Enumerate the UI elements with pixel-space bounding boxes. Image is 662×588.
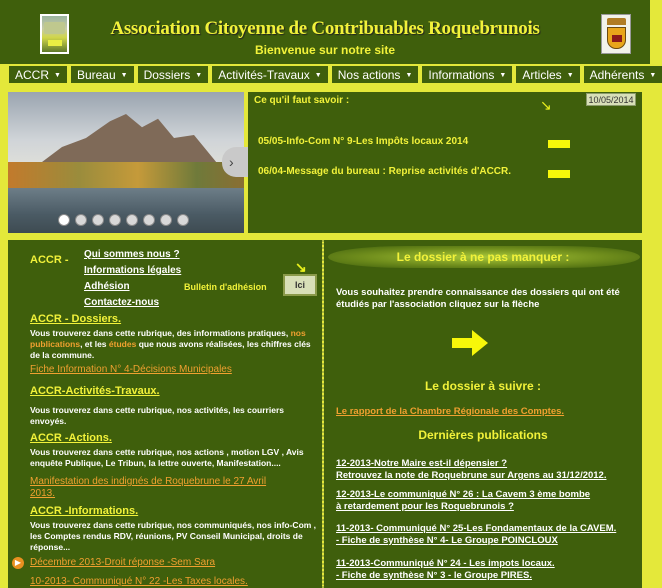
publication-link[interactable]: 11-2013- Communiqué N° 25-Les Fondamentaux de la CAVEM. [336,523,617,534]
main-nav [9,66,657,83]
slider-next-button[interactable] [222,147,248,177]
link-informations-legales[interactable]: Informations légales [84,265,182,276]
nav-label: ACCR [15,68,50,82]
nav-item-adherents[interactable] [584,66,662,83]
slider-dot[interactable] [126,214,138,226]
nav-label: Activités-Travaux [218,68,310,82]
image-slider [8,92,244,233]
left-column [8,240,322,588]
caret-down-icon: ▼ [566,71,574,79]
news-date: 10/05/2014 [586,93,636,106]
crest-shield [607,27,626,49]
follow-title: Le dossier à suivre : [424,379,542,393]
slider-dot[interactable] [143,214,155,226]
latest-publications-title: Dernières publications [418,428,548,442]
nav-item-actions[interactable] [332,66,419,83]
site-title: Association Citoyenne de Contribuables Roquebrunois [110,18,540,39]
nav-label: Bureau [76,68,116,82]
crest-crown [607,18,626,25]
publications-link[interactable]: nos publications [30,328,306,349]
publication-link[interactable]: 11-2013-Communiqué N° 24 - Les impots locaux. [336,558,555,569]
section-text-activites: Vous trouverez dans cette rubrique, nos activités, les courriers envoyés. [30,405,284,426]
photo-lake [8,188,244,233]
right-column [324,240,642,588]
slide-photo [8,92,244,233]
publication-link[interactable]: à retardement pour les Roquebrunois ? [336,501,514,512]
rapport-chambre-link[interactable]: Le rapport de la Chambre Régionale des Comptes. [336,406,565,417]
section-text-dossiers [30,328,320,361]
caret-down-icon: ▼ [405,71,413,79]
arrow-down-icon: ↘ [540,97,552,113]
ici-button[interactable] [283,259,317,296]
nav-item-bureau[interactable] [71,66,134,83]
publication-link[interactable]: 12-2013-Le communiqué N° 26 : La Cavem 3 ème bombe [336,489,591,500]
communique-22-link[interactable]: 10-2013- Communiqué N° 22 -Les Taxes locales. [30,576,248,587]
slider-dot[interactable] [75,214,87,226]
slider-dot[interactable] [160,214,172,226]
news-item[interactable]: 05/05-Info-Com N° 9-Les Impôts locaux 2014 [258,136,469,147]
section-title-informations[interactable]: ACCR -Informations. [30,505,139,517]
manifestation-link[interactable]: Manifestation des indignés de Roquebrune le 27 Avril 2013. [30,476,267,499]
text-part: que nous avons réalisées, les chiffres clés de la commune. [30,339,311,360]
new-marker-icon [548,140,570,148]
caret-down-icon: ▼ [499,71,507,79]
news-panel [248,92,642,233]
section-title-dossiers[interactable]: ACCR - Dossiers. [30,313,122,325]
bulletin-label: Bulletin d'adhésion [184,282,267,292]
arrow-bullet-icon: ▶ [12,557,24,569]
caret-down-icon: ▼ [314,71,322,79]
ici-label: Ici [294,280,305,290]
section-title-actions[interactable]: ACCR -Actions. [30,432,112,444]
nav-label: Articles [522,68,562,82]
link-contact[interactable]: Contactez-nous [84,297,159,308]
publication-link[interactable]: - Fiche de synthèse N° 3 - le Groupe PIRES. [336,570,532,581]
link-qui-sommes-nous[interactable]: Qui sommes nous ? [84,249,180,260]
caret-down-icon: ▼ [649,71,657,79]
nav-item-articles[interactable] [516,66,579,83]
dossier-intro-text: Vous souhaitez prendre connaissance des dossiers qui ont été étudiés par l'association cliquez sur la flèche [336,287,620,310]
site-header [0,0,650,64]
slider-dot[interactable] [177,214,189,226]
section-text-actions: Vous trouverez dans cette rubrique, nos actions , motion LGV , Avis enquête Publique, Le Tribun, la lettre ouverte, Manifestation.... [30,447,304,468]
slider-dots [58,214,189,226]
fiche-information-link[interactable]: Fiche Information N° 4-Décisions Municipales [30,364,232,375]
slider-dot[interactable] [92,214,104,226]
slider-dot[interactable] [109,214,121,226]
nav-label: Adhérents [589,68,645,82]
arrow-right-icon[interactable] [452,330,488,356]
publication-link[interactable]: 12-2013-Notre Maire est-il dépensier ? [336,458,508,469]
accr-label: ACCR - [30,254,69,266]
text-part: , et les [80,339,107,349]
nav-item-dossiers[interactable] [138,66,209,83]
droit-reponse-link[interactable]: Décembre 2013-Droit réponse -Sem Sara [30,557,216,568]
site-subtitle: Bienvenue sur notre site [254,43,396,57]
nav-label: Nos actions [337,68,401,82]
caret-down-icon: ▼ [195,71,203,79]
text-part: Vous trouverez dans cette rubrique, des informations pratiques, [30,328,289,338]
photo-trees [8,162,244,188]
nav-item-accr[interactable] [9,66,67,83]
section-text-informations: Vous trouverez dans cette rubrique, nos communiqués, nos info-Com , les Comptes rendus RDV, réunions, PV Conseil Municipal, droits de réponse... [30,520,317,552]
new-marker-icon [548,170,570,178]
publication-link[interactable]: Retrouvez la note de Roquebrune sur Argens au 31/12/2012. [336,470,607,481]
publication-link[interactable]: - Fiche de synthèse N° 4- Le Groupe POINCLOUX [336,535,558,546]
link-adhesion[interactable]: Adhésion [84,281,130,292]
town-crest-icon[interactable] [601,14,631,54]
chevron-right-icon: › [229,154,234,170]
news-heading: Ce qu'il faut savoir : [254,95,350,106]
etudes-link[interactable]: études [108,339,137,349]
nav-item-activites[interactable] [212,66,328,83]
caret-down-icon: ▼ [54,71,61,79]
arrow-down-icon: ↘ [295,259,307,275]
section-title-activites[interactable]: ACCR-Activités-Travaux. [30,385,160,397]
caret-down-icon: ▼ [120,71,128,79]
nav-item-informations[interactable] [422,66,512,83]
news-item[interactable]: 06/04-Message du bureau : Reprise activités d'ACCR. [258,166,512,177]
nav-label: Informations [428,68,495,82]
banner-title: Le dossier à ne pas manquer : [396,250,570,264]
slider-dot[interactable] [58,214,70,226]
nav-label: Dossiers [143,68,191,82]
